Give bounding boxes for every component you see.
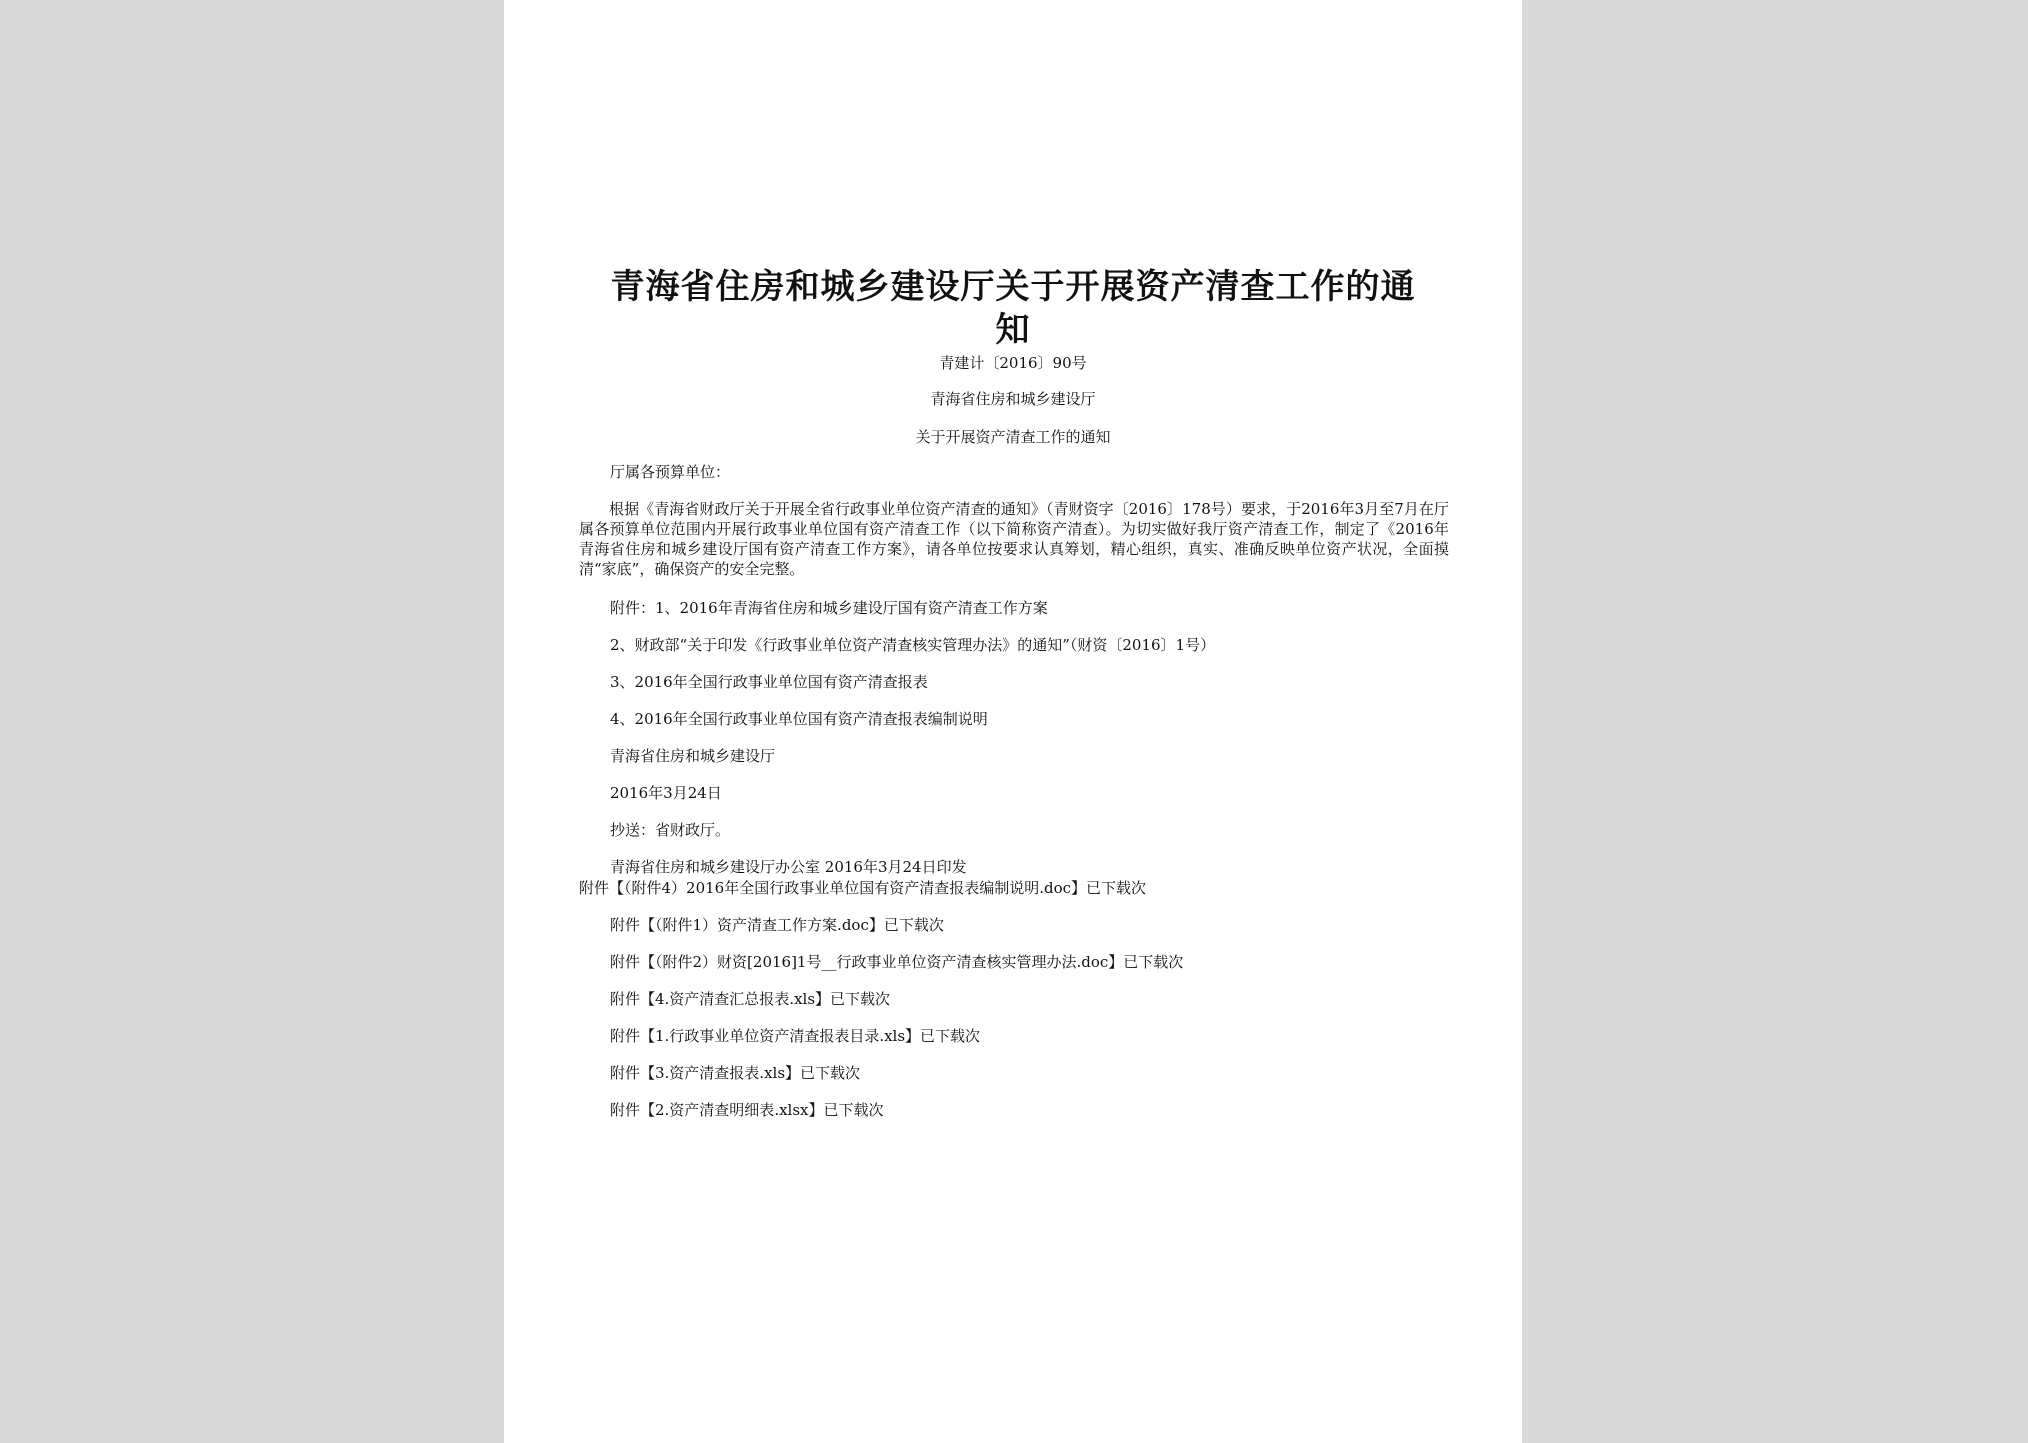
document-title-line1: 青海省住房和城乡建设厅关于开展资产清查工作的通 bbox=[610, 267, 1416, 307]
signature: 青海省住房和城乡建设厅 bbox=[610, 747, 776, 765]
download-link-detail-xlsx[interactable]: 附件【2.资产清查明细表.xlsx】已下载次 bbox=[610, 1101, 884, 1119]
salutation: 厅属各预算单位： bbox=[610, 463, 731, 481]
body-paragraph: 根据《青海省财政厅关于开展全省行政事业单位资产清查的通知》（青财资字〔2016〕178号）要求，于2016年3月至7月在厅属各预算单位范围内开展行政事业单位国有资产清查工作（以下简称资产清查）。为切实做好我厅资产清查工作，制定了《2016年青海省住房和城乡建设厅国有资产清查工作方案》，请各单位按要求认真筹划，精心组织，真实、准确反映单位资产状况，全面摸清“家底”，确保资产的安全完整。 bbox=[579, 500, 1449, 578]
download-link-summary-xls[interactable]: 附件【4.资产清查汇总报表.xls】已下载次 bbox=[610, 990, 891, 1008]
download-link-attachment-4-doc[interactable]: 附件【（附件4）2016年全国行政事业单位国有资产清查报表编制说明.doc】已下载次 bbox=[579, 879, 1147, 897]
attachment-item-4: 4、2016年全国行政事业单位国有资产清查报表编制说明 bbox=[610, 710, 988, 728]
attachment-item-1: 附件：1、2016年青海省住房和城乡建设厅国有资产清查工作方案 bbox=[610, 599, 1048, 617]
download-link-catalog-xls[interactable]: 附件【1.行政事业单位资产清查报表目录.xls】已下载次 bbox=[610, 1027, 981, 1045]
attachment-item-2: 2、财政部“关于印发《行政事业单位资产清查核实管理办法》的通知”（财资〔2016〕1号） bbox=[610, 636, 1216, 654]
document-subtitle: 关于开展资产清查工作的通知 bbox=[915, 428, 1111, 446]
document-page bbox=[504, 0, 1522, 1443]
cc-line: 抄送：省财政厅。 bbox=[610, 821, 731, 839]
issuer-name: 青海省住房和城乡建设厅 bbox=[930, 390, 1096, 408]
download-link-attachment-2-doc[interactable]: 附件【（附件2）财资[2016]1号__行政事业单位资产清查核实管理办法.doc】已下载次 bbox=[610, 953, 1184, 971]
document-date: 2016年3月24日 bbox=[610, 784, 722, 802]
document-number: 青建计〔2016〕90号 bbox=[939, 354, 1087, 372]
attachment-item-3: 3、2016年全国行政事业单位国有资产清查报表 bbox=[610, 673, 928, 691]
printed-by-line: 青海省住房和城乡建设厅办公室 2016年3月24日印发 bbox=[610, 858, 967, 876]
document-title-line2: 知 bbox=[995, 310, 1031, 350]
download-link-report-xls[interactable]: 附件【3.资产清查报表.xls】已下载次 bbox=[610, 1064, 861, 1082]
download-link-attachment-1-doc[interactable]: 附件【（附件1）资产清查工作方案.doc】已下载次 bbox=[610, 916, 944, 934]
